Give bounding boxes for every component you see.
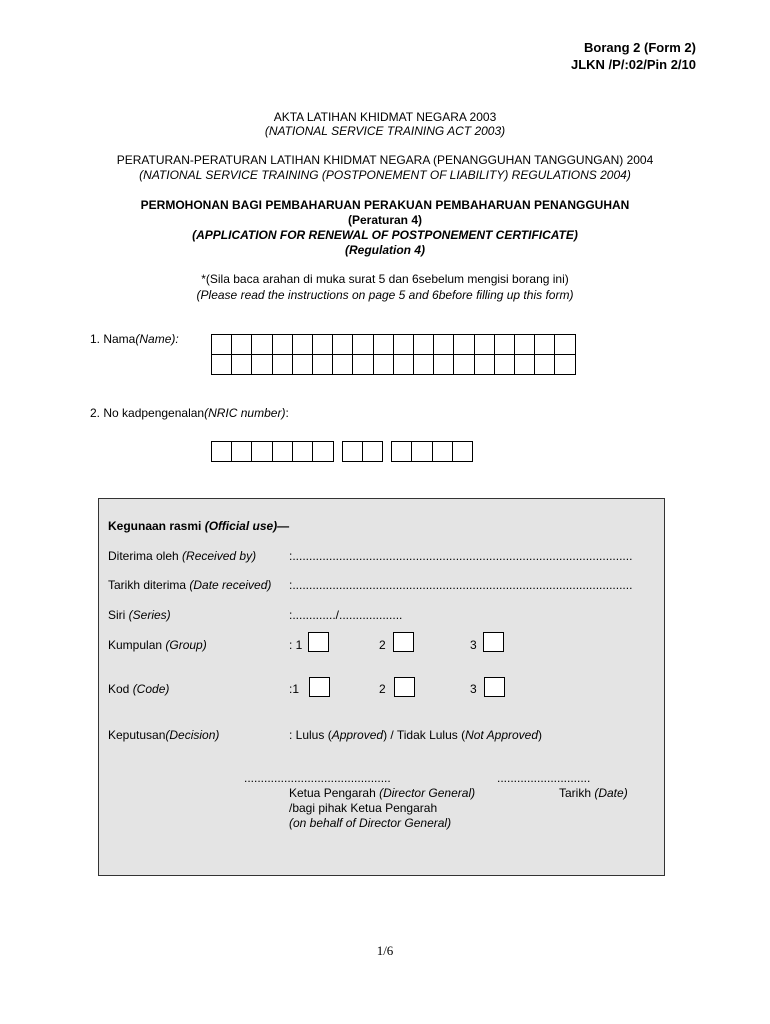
regulation-title-ms: PERATURAN-PERATURAN LATIHAN KHIDMAT NEGARA (PENANGGUHAN TANGGUNGAN) 2004 xyxy=(116,153,654,167)
name-char-box[interactable] xyxy=(554,334,576,355)
nric-digit-box[interactable] xyxy=(251,441,273,462)
name-char-box[interactable] xyxy=(494,334,516,355)
act-title-ms: AKTA LATIHAN KHIDMAT NEGARA 2003 xyxy=(273,110,497,124)
received-by-field[interactable]: :...................................................................................................... xyxy=(289,549,633,563)
name-char-box[interactable] xyxy=(211,334,233,355)
nric-group-3[interactable] xyxy=(391,441,473,462)
name-char-box[interactable] xyxy=(332,334,354,355)
dg-en: (Director General) xyxy=(379,786,476,800)
code-option-3-label: 3 xyxy=(470,682,477,696)
received-by-en: (Received by) xyxy=(182,549,257,563)
name-label xyxy=(90,332,179,346)
name-char-box[interactable] xyxy=(514,334,536,355)
nric-input-grid[interactable] xyxy=(211,441,481,462)
code-option-3-checkbox[interactable] xyxy=(484,677,505,697)
name-char-box[interactable] xyxy=(433,334,455,355)
name-char-box[interactable] xyxy=(433,354,455,375)
series-en: (Series) xyxy=(128,608,171,622)
date-received-ms: Tarikh diterima xyxy=(108,578,190,592)
name-char-box[interactable] xyxy=(474,334,496,355)
instruction-en: (Please read the instructions on page 5 and 6before filling up this form) xyxy=(196,288,574,302)
official-heading-dash: — xyxy=(277,519,290,533)
nric-digit-box[interactable] xyxy=(312,441,334,462)
date-received-label xyxy=(108,578,271,592)
name-char-box[interactable] xyxy=(231,334,253,355)
instruction-ms: *(Sila baca arahan di muka surat 5 dan 6sebelum mengisi borang ini) xyxy=(201,272,569,286)
date-ms: Tarikh xyxy=(559,786,595,800)
nric-label-colon: : xyxy=(285,406,289,420)
group-label xyxy=(108,638,207,652)
official-heading-ms: Kegunaan rasmi xyxy=(108,519,205,533)
received-by-ms: Diterima oleh xyxy=(108,549,183,563)
received-by-label xyxy=(108,549,256,563)
code-option-1-label: :1 xyxy=(289,682,300,696)
group-option-1-checkbox[interactable] xyxy=(308,632,329,652)
nric-label-ms: 2. No kadpengenalan xyxy=(90,406,205,420)
on-behalf-ms: /bagi pihak Ketua Pengarah xyxy=(289,801,438,815)
name-char-box[interactable] xyxy=(231,354,253,375)
name-label-en: (Name): xyxy=(135,332,179,346)
name-char-box[interactable] xyxy=(474,354,496,375)
name-char-box[interactable] xyxy=(352,334,374,355)
decision-approved[interactable]: Approved xyxy=(331,728,384,742)
code-ms: Kod xyxy=(108,682,133,696)
series-field[interactable]: :............./................... xyxy=(289,608,403,622)
group-option-2-checkbox[interactable] xyxy=(393,632,414,652)
name-char-box[interactable] xyxy=(413,334,435,355)
name-char-box[interactable] xyxy=(292,354,314,375)
name-char-box[interactable] xyxy=(272,334,294,355)
date-received-en: (Date received) xyxy=(189,578,272,592)
group-option-3-label: 3 xyxy=(470,638,477,652)
name-char-box[interactable] xyxy=(453,354,475,375)
name-char-box[interactable] xyxy=(534,354,556,375)
form-number: Borang 2 (Form 2) xyxy=(584,40,696,55)
page-number: 1/6 xyxy=(376,943,394,958)
code-en: (Code) xyxy=(132,682,170,696)
nric-digit-box[interactable] xyxy=(231,441,253,462)
name-char-box[interactable] xyxy=(332,354,354,375)
official-use-heading xyxy=(108,519,289,533)
nric-digit-box[interactable] xyxy=(272,441,294,462)
name-input-row-2[interactable] xyxy=(211,355,576,375)
regulation-title-en: (NATIONAL SERVICE TRAINING (POSTPONEMENT OF LIABILITY) REGULATIONS 2004) xyxy=(139,168,631,182)
nric-label xyxy=(90,406,289,420)
name-char-box[interactable] xyxy=(393,334,415,355)
name-char-box[interactable] xyxy=(393,354,415,375)
director-general-label xyxy=(289,786,475,800)
application-title-ms: PERMOHONAN BAGI PEMBAHARUAN PERAKUAN PEMBAHARUAN PENANGGUHAN xyxy=(140,198,630,212)
group-ms: Kumpulan xyxy=(108,638,166,652)
nric-group-2[interactable] xyxy=(342,441,384,462)
decision-prefix: : Lulus ( xyxy=(289,728,332,742)
name-char-box[interactable] xyxy=(251,354,273,375)
name-label-ms: 1. Nama xyxy=(90,332,136,346)
nric-digit-box[interactable] xyxy=(362,441,384,462)
name-char-box[interactable] xyxy=(413,354,435,375)
group-en: (Group) xyxy=(165,638,207,652)
decision-not-approved[interactable]: Not Approved xyxy=(465,728,539,742)
nric-digit-box[interactable] xyxy=(452,441,474,462)
name-char-box[interactable] xyxy=(373,334,395,355)
name-char-box[interactable] xyxy=(272,354,294,375)
name-char-box[interactable] xyxy=(251,334,273,355)
nric-digit-box[interactable] xyxy=(342,441,364,462)
nric-digit-box[interactable] xyxy=(391,441,413,462)
decision-suffix: ) xyxy=(538,728,543,742)
code-option-1-checkbox[interactable] xyxy=(309,677,330,697)
on-behalf-en: (on behalf of Director General) xyxy=(289,816,452,830)
nric-digit-box[interactable] xyxy=(411,441,433,462)
application-title-en: (APPLICATION FOR RENEWAL OF POSTPONEMENT CERTIFICATE) xyxy=(192,228,578,242)
name-char-box[interactable] xyxy=(534,334,556,355)
decision-ms: Keputusan xyxy=(108,728,166,742)
name-char-box[interactable] xyxy=(453,334,475,355)
regulation-ref-ms: (Peraturan 4) xyxy=(347,213,423,227)
decision-mid: ) / Tidak Lulus ( xyxy=(383,728,466,742)
nric-digit-box[interactable] xyxy=(432,441,454,462)
name-char-box[interactable] xyxy=(554,354,576,375)
reference-number: JLKN /P/:02/Pin 2/10 xyxy=(571,57,696,72)
nric-digit-box[interactable] xyxy=(292,441,314,462)
signature-date-line[interactable]: ............................ xyxy=(497,771,591,785)
name-char-box[interactable] xyxy=(373,354,395,375)
code-option-2-label: 2 xyxy=(379,682,386,696)
signature-line[interactable]: ............................................ xyxy=(244,771,391,785)
name-char-box[interactable] xyxy=(312,334,334,355)
group-option-2-label: 2 xyxy=(379,638,386,652)
series-ms: Siri xyxy=(108,608,129,622)
code-option-2-checkbox[interactable] xyxy=(394,677,415,697)
decision-en: (Decision) xyxy=(165,728,220,742)
group-option-3-checkbox[interactable] xyxy=(483,632,504,652)
act-title-en: (NATIONAL SERVICE TRAINING ACT 2003) xyxy=(264,124,506,138)
series-label xyxy=(108,608,171,622)
code-label xyxy=(108,682,169,696)
signature-date-label xyxy=(559,786,628,800)
decision-label xyxy=(108,728,219,742)
regulation-ref-en: (Regulation 4) xyxy=(345,243,425,257)
name-char-box[interactable] xyxy=(292,334,314,355)
dg-ms: Ketua Pengarah xyxy=(289,786,380,800)
official-heading-en: (Official use) xyxy=(204,519,278,533)
name-input-grid[interactable] xyxy=(211,334,576,375)
name-char-box[interactable] xyxy=(514,354,536,375)
name-char-box[interactable] xyxy=(494,354,516,375)
date-received-field[interactable]: :...................................................................................................... xyxy=(289,578,633,592)
group-option-1-label: : 1 xyxy=(289,638,303,652)
date-en: (Date) xyxy=(594,786,628,800)
nric-group-1[interactable] xyxy=(211,441,334,462)
nric-label-en: (NRIC number) xyxy=(204,406,286,420)
official-use-panel xyxy=(98,498,665,876)
nric-digit-box[interactable] xyxy=(211,441,233,462)
name-input-row-1[interactable] xyxy=(211,334,576,355)
name-char-box[interactable] xyxy=(312,354,334,375)
name-char-box[interactable] xyxy=(352,354,374,375)
decision-options xyxy=(289,728,542,742)
name-char-box[interactable] xyxy=(211,354,233,375)
